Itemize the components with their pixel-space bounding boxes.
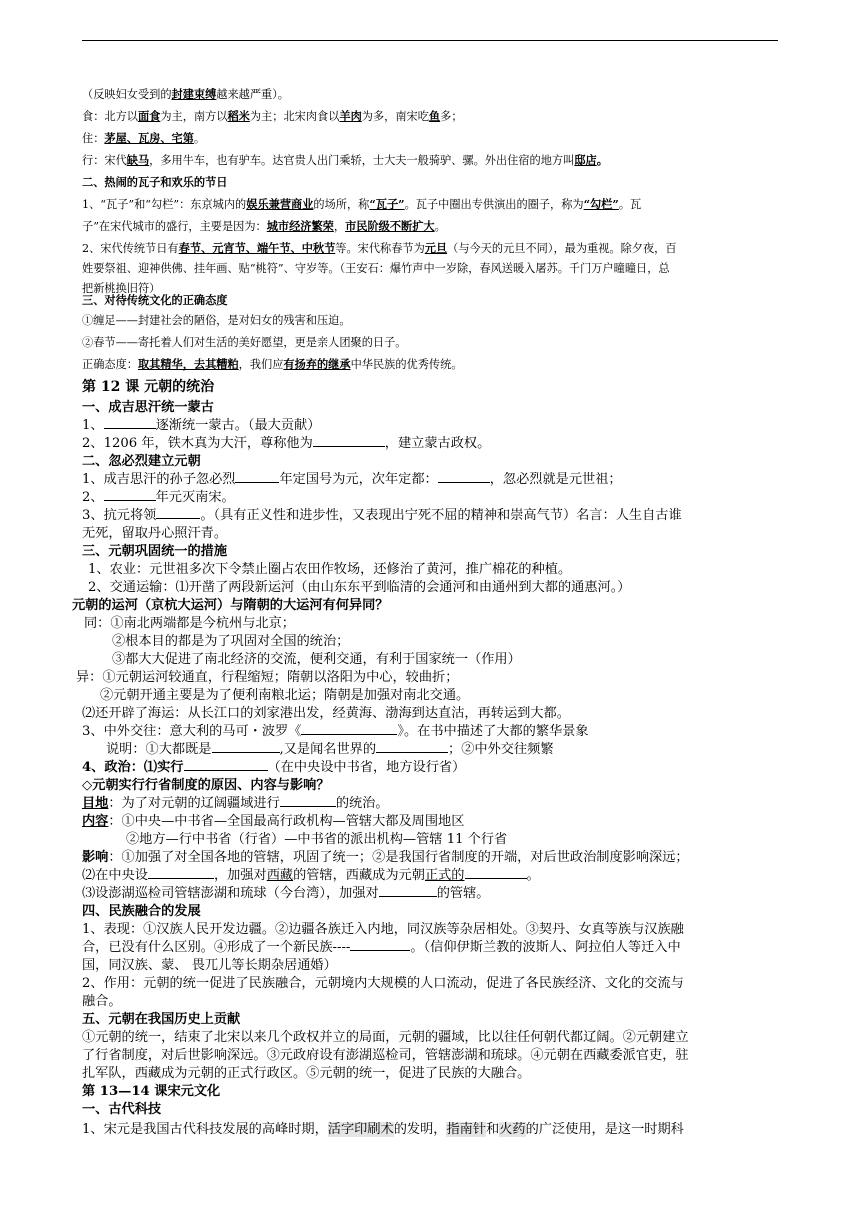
text-line: 3、中外交往：意大利的马可・波罗《 》。在书中描述了大都的繁华景象 <box>82 724 589 739</box>
question-heading: 元朝的运河（京杭大运河）与隋朝的大运河有何异同？ <box>72 598 389 613</box>
fill-blank[interactable] <box>301 722 397 735</box>
text-line: 异：①元朝运河较通直，行程缩短；隋朝以洛阳为中心，较曲折； <box>76 670 459 685</box>
text-line: 1、成吉思汗的孙子忽必烈 年定国号为元，次年定都： ，忽必烈就是元世祖； <box>82 472 622 487</box>
section-heading: 二、热闹的瓦子和欢乐的节日 <box>82 175 228 189</box>
text-line: 1、宋元是我国古代科技发展的高峰时期，活字印刷术的发明，指南针和火药的广泛使用，是这一时期科 <box>82 1122 684 1137</box>
text-line: 内容：①中央—中书省—全国最高行政机构—管辖大都及周围地区 <box>82 814 465 829</box>
text-line: 4、政治：⑴实行 （在中央设中书省，地方设行省） <box>82 760 466 775</box>
text-line: 合，已没有什么区别。④形成了一个新民族---- 。（信仰伊斯兰教的波斯人、阿拉伯人等迁入中 <box>82 940 681 955</box>
fill-blank[interactable] <box>235 470 279 483</box>
text-line: ③都大大促进了南北经济的交流，便利交通，有利于国家统一（作用） <box>112 652 521 667</box>
fill-blank[interactable] <box>376 740 448 753</box>
text-line: 同：①南北两端都是今杭州与北京； <box>84 616 295 631</box>
question-heading: ◇元朝实行行省制度的原因、内容与影响？ <box>82 778 330 793</box>
text-line: 无死，留取丹心照汗青。 <box>82 526 228 541</box>
text-line: 了行省制度，对后世影响深远。③元政府设有澎湖巡检司，管辖澎湖和琉球。④元朝在西藏委派官吏，驻 <box>82 1048 689 1063</box>
fill-blank[interactable] <box>379 884 437 897</box>
text-line: 说明：①大都既是 ,又是闻名世界的 ；②中外交往频繁 <box>106 742 554 757</box>
text-line: ①缠足——封建社会的陋俗，是对妇女的残害和压迫。 <box>82 314 351 327</box>
text-line: ②春节——寄托着人们对生活的美好愿望，更是亲人团聚的日子。 <box>82 336 407 349</box>
text-line: 融合。 <box>82 994 122 1009</box>
section-heading: 五、元朝在我国历史上贡献 <box>82 1012 241 1027</box>
text-line: ②地方—行中书省（行省）—中书省的派出机构—管辖 11 个行省 <box>126 832 508 847</box>
text-line: 住：茅屋、瓦房、宅第。 <box>82 131 206 145</box>
section-heading: 一、成吉思汗统一蒙古 <box>82 400 214 415</box>
section-heading: 三、元朝巩固统一的措施 <box>82 544 228 559</box>
text-line: 国，同汉族、蒙、 畏兀儿等长期杂居通婚） <box>82 958 337 973</box>
header-rule <box>82 40 778 41</box>
text-line: ⑶设澎湖巡检司管辖澎湖和琉球（今台湾），加强对 的管辖。 <box>82 886 490 901</box>
text-line: 2、宋代传统节日有春节、元宵节、端午节、中秋节等。宋代称春节为元旦（与今天的元旦不同），最为重视。除夕夜，百 <box>82 241 677 255</box>
section-heading: 二、忽必烈建立元朝 <box>82 454 201 469</box>
lesson-title: 第 12 课 元朝的统治 <box>82 379 215 395</box>
text-line: 3、抗元将领 。（具有正义性和进步性，又表现出宁死不屈的精神和崇高气节）名言：人生自古谁 <box>82 508 682 523</box>
text-line: 1、表现：①汉族人民开发边疆。②边疆各族迁入内地，同汉族等杂居相处。③契丹、女真等族与汉族融 <box>82 922 684 937</box>
fill-blank[interactable] <box>104 416 156 429</box>
fill-blank[interactable] <box>104 488 156 501</box>
fill-blank[interactable] <box>313 434 385 447</box>
text-line: 正确态度：取其精华，去其糟粕，我们应有扬弃的继承中华民族的优秀传统。 <box>82 357 463 371</box>
fill-blank[interactable] <box>212 740 280 753</box>
text-line: 目地：为了对元朝的辽阔疆域进行 的统治。 <box>82 796 389 811</box>
fill-blank[interactable] <box>280 794 336 807</box>
text-line: 影响：①加强了对全国各地的管辖，巩固了统一；②是我国行省制度的开端，对后世政治制度影响深远； <box>82 850 689 865</box>
text-line: 2、 年元灭南宋。 <box>82 490 235 505</box>
text-line: ②元朝开通主要是为了便利南粮北运；隋朝是加强对南北交通。 <box>100 688 470 703</box>
text-line: 子”在宋代城市的盛行，主要是因为：城市经济繁荣，市民阶级不断扩大。 <box>82 219 446 233</box>
section-heading: 四、民族融合的发展 <box>82 904 201 919</box>
fill-blank[interactable] <box>184 758 268 771</box>
fill-blank[interactable] <box>350 938 410 951</box>
fill-blank[interactable] <box>148 866 214 879</box>
fill-blank[interactable] <box>465 866 527 879</box>
text-line: 把新桃换旧符） <box>82 282 161 295</box>
text-line: ①元朝的统一，结束了北宋以来几个政权并立的局面，元朝的疆域，比以往任何朝代都辽阔。②元朝建立 <box>82 1030 689 1045</box>
fill-blank[interactable] <box>156 506 200 519</box>
text-line: 行：宋代缺马，多用牛车，也有驴车。达官贵人出门乘轿，士大夫一般骑驴、骡。外出住宿的地方叫邸店。 <box>82 153 608 167</box>
text-line: 姓要祭祖、迎神供佛、挂年画、贴“桃符”、守岁等。（王安石：爆竹声中一岁除，春风送暖入屠苏。千门万户曈曈日，总 <box>82 262 670 275</box>
text-line: ⑵在中央设 ，加强对西藏的管辖，西藏成为元朝正式的 。 <box>82 868 540 883</box>
text-line: 2、作用：元朝的统一促进了民族融合，元朝境内大规模的人口流动，促进了各民族经济、文化的交流与 <box>82 976 684 991</box>
text-line: ⑵还开辟了海运：从长江口的刘家港出发，经黄海、渤海到达直沽，再转运到大都。 <box>82 706 570 721</box>
section-heading: 一、古代科技 <box>82 1102 162 1117</box>
text-line: （反映妇女受到的封建束缚越来越严重）。 <box>82 87 289 101</box>
fill-blank[interactable] <box>438 470 490 483</box>
text-line: 2、1206 年，铁木真为大汗，尊称他为 ，建立蒙古政权。 <box>82 436 491 451</box>
text-line: 1、 逐渐统一蒙古。（最大贡献） <box>82 418 321 433</box>
text-line: 1、农业：元世祖多次下令禁止圈占农田作牧场，还修治了黄河，推广棉花的种植。 <box>88 562 572 577</box>
text-line: 2、交通运输：⑴开凿了两段新运河（由山东东平到临清的会通河和由通州到大都的通惠河。） <box>88 580 631 595</box>
text-line: 1、“瓦子”和“勾栏”：东京城内的娱乐兼营商业的场所，称“瓦子”。瓦子中圈出专供演出的圈子，称为“勾栏”。瓦 <box>82 197 642 211</box>
text-line: 扎军队，西藏成为元朝的正式行政区。⑤元朝的统一，促进了民族的大融合。 <box>82 1066 531 1081</box>
lesson-title: 第 13—14 课宋元文化 <box>82 1084 221 1099</box>
section-heading: 三、对待传统文化的正确态度 <box>82 293 228 307</box>
text-line: ②根本目的都是为了巩固对全国的统治； <box>112 634 350 649</box>
text-line: 食：北方以面食为主，南方以稻米为主；北宋肉食以羊肉为多，南宋吃鱼多； <box>82 109 463 123</box>
